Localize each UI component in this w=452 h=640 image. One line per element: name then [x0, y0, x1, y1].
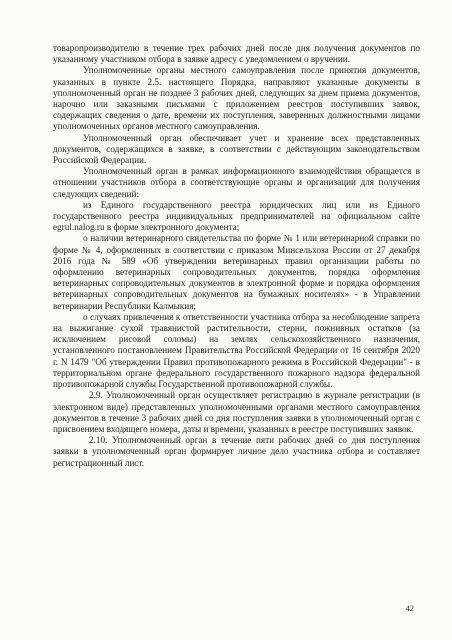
paragraph-continuation: товаропроизводителю в течение трех рабочих дней после дня получения документов по указанному участником отбора в заявке адресу с уведомлением о вручении. [53, 43, 420, 65]
paragraph-interaction: Уполномоченный орган в рамках информационного взаимодействия обращается в отношении участников отбора в соответствующие органы и организации для получения следующих сведений: [53, 166, 420, 199]
paragraph-municipal-bodies: Уполномоченные органы местного самоуправления после принятия документов, указанных в пункте 2.5. настоящего Порядка, направляют указанные документы в уполномоченный орган не позднее 3 рабочих дней, следующих за днем приема документов, нарочно или заказными письмами с приложением реестров поступивших заявок, содержащих сведения о дате, времени их поступления, заверенных должностными лицами уполномоченных органов местного самоуправления. [53, 65, 420, 132]
paragraph-2-10: 2.10. Уполномоченный орган в течение пяти рабочих дней со дня поступления заявки в уполномоченный орган формирует личное дело участника отбора и составляет регистрационный лист. [53, 435, 420, 468]
paragraph-storage: Уполномоченный орган обеспечивает учет и хранение всех представленных документов, содержащихся в заявке, в соответствии с действующим законодательством Российской Федерации. [53, 132, 420, 166]
paragraph-fire-safety: о случаях привлечения к ответственности участника отбора за несоблюдение запрета на выжигание сухой травянистой растительности, стерни, пожнивных остатков (за исключением рисовой соломы) на землях сельскохозяйственного назначения, установленного постановлением Правительства Российской Федерации от 16 сентября 2020 г. N 1479 "Об утверждении Правил противопожарного режима в Российской Федерации" - в территориальном органе федерального государственного пожарного надзора федеральной противопожарной службы Государственной противопожарной службы. [53, 311, 420, 390]
paragraph-veterinary: о наличии ветеринарного свидетельства по форме № 1 или ветеринарной справки по форме № 4, оформленных в соответствии с приказом Минсельхоза России от 27 декабря 2016 года № 589 «Об утверждении ветеринарных правил организации работы по оформлению ветеринарных сопроводительных документов, порядка оформления ветеринарных сопроводительных документов в электронной форме и порядка оформления ветеринарных сопроводительных документов на бумажных носителях» - в Управлении ветеринарии Республики Калмыкия; [53, 233, 420, 311]
page-number: 42 [405, 603, 414, 613]
paragraph-egrul: из Единого государственного реестра юридических лиц или из Единого государственного реестра индивидуальных предпринимателей на официальном сайте egrul.nalog.ru в форме электронного документа; [53, 199, 420, 233]
paragraph-2-9: 2.9. Уполномоченный орган осуществляет регистрацию в журнале регистрации (в электронном виде) представленных уполномоченными органами местного самоуправления документов в течение 3 рабочих дней со дня поступления заявки в уполномоченный орган с присвоением входящего номера, даты и времени, указанных в реестре поступивших заявок. [53, 390, 420, 434]
document-body [53, 43, 420, 469]
